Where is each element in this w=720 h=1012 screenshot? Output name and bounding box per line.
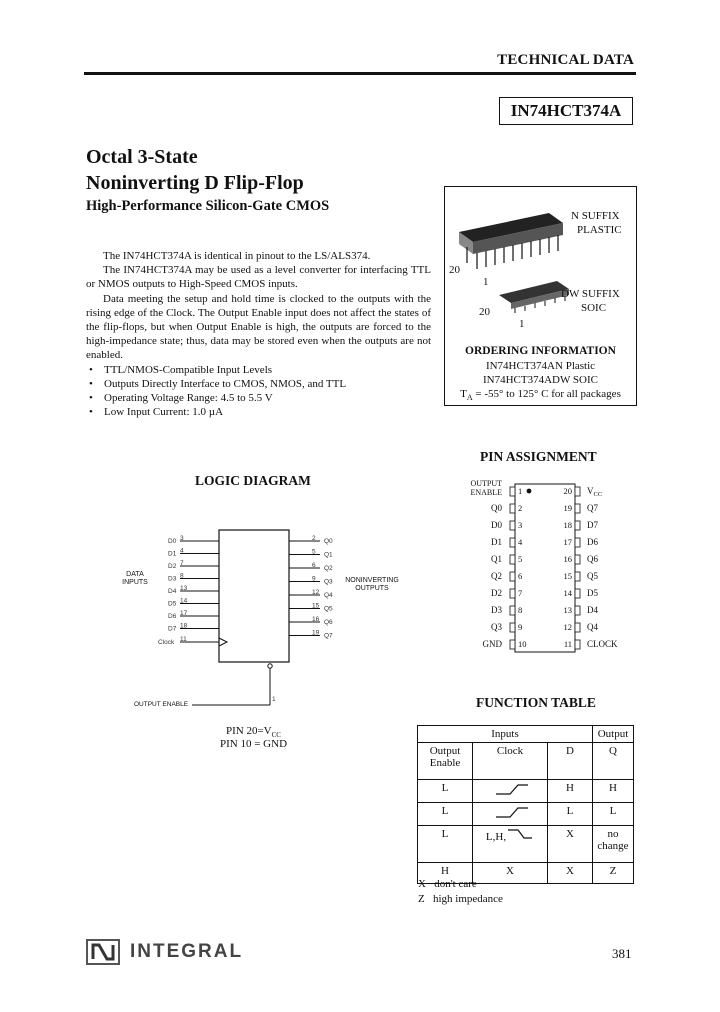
soic-pin20-label: 20: [479, 306, 490, 318]
data-inputs-label: DATA INPUTS: [122, 571, 148, 586]
pin-number: 5: [518, 554, 523, 564]
col-q: Q: [593, 743, 634, 780]
pin-label: Q3: [491, 622, 502, 632]
pin-label: D5: [587, 588, 598, 598]
oe-pin: 1: [272, 696, 276, 703]
output-name: Q4: [324, 592, 333, 599]
section-label: TECHNICAL DATA: [497, 52, 634, 68]
pin-label: D1: [491, 537, 502, 547]
pin-label: D0: [491, 520, 502, 530]
pin-label: D6: [587, 537, 598, 547]
pin-stub: [575, 538, 580, 547]
input-pin: 18: [180, 622, 188, 630]
inputs-header: Inputs: [418, 726, 593, 743]
output-name: Q5: [324, 605, 333, 613]
input-pin: 17: [180, 610, 188, 617]
table-row: L L,H, X no change: [418, 826, 634, 863]
pin-label: Q2: [491, 571, 502, 581]
pin-number: 10: [518, 639, 527, 649]
ordering-soic: IN74HCT374ADW SOIC: [483, 374, 598, 386]
dip-pin20-label: 20: [449, 264, 460, 276]
input-pin: 8: [180, 572, 184, 580]
pin-number: 19: [563, 503, 572, 513]
package-box: [444, 186, 637, 406]
function-table: [417, 725, 634, 884]
pin-number: 1: [518, 486, 523, 496]
pin-stub: [510, 589, 515, 598]
output-pin: 5: [312, 548, 316, 556]
input-name: D7: [168, 625, 177, 633]
output-name: Q1: [324, 551, 333, 559]
n-type: PLASTIC: [577, 224, 622, 236]
feature-item: • Operating Voltage Range: 4.5 to 5.5 V: [86, 391, 431, 405]
output-pin: 6: [312, 562, 316, 569]
pin-label-output-enable: [470, 479, 502, 497]
output-enable-label: OUTPUT ENABLE: [134, 701, 189, 708]
feature-item: • Outputs Directly Interface to CMOS, NMOS, and TTL: [86, 377, 431, 391]
pin-number: 7: [518, 588, 523, 598]
pin-label: CLOCK: [587, 639, 618, 649]
integral-logo-icon: [86, 939, 120, 965]
output-pin: 12: [312, 589, 320, 596]
pin-number: 13: [563, 605, 572, 615]
output-pin: 16: [312, 616, 320, 623]
pin-stub: [575, 555, 580, 564]
part-number: IN74HCT374A: [499, 97, 633, 125]
col-output-enable: Output Enable: [418, 743, 473, 780]
pin-label: Q6: [587, 554, 598, 564]
pin-number: 18: [563, 520, 572, 530]
pin-label: Q7: [587, 503, 598, 513]
description: [86, 249, 431, 419]
output-pin: 15: [312, 602, 320, 610]
output-name: Q6: [324, 619, 333, 626]
header-rule: [84, 72, 636, 75]
pin-stub: [510, 606, 515, 615]
logic-diagram-title: LOGIC DIAGRAM: [195, 473, 311, 488]
pin-number: 8: [518, 605, 523, 615]
pin-stub: [575, 589, 580, 598]
pin-number: 4: [518, 537, 523, 547]
pin-stub: [510, 555, 515, 564]
pin20-note: PIN $20=V_{CC}$: [226, 725, 281, 740]
falling-edge-icon: [506, 828, 534, 840]
pin-label: Q1: [491, 554, 502, 564]
dip-package-icon: [459, 213, 563, 269]
legend-z: Z high impedance: [418, 893, 503, 905]
logic-diagram: [120, 525, 410, 715]
pin-stub: [575, 521, 580, 530]
input-name: D4: [168, 588, 177, 595]
output-pin: 2: [312, 535, 316, 542]
table-row: H X X Z: [418, 863, 634, 884]
pin-stub: [510, 504, 515, 513]
pin-number: 16: [563, 554, 572, 564]
ordering-plastic: IN74HCT374AN Plastic: [485, 360, 596, 372]
table-header-row: [418, 726, 634, 743]
input-name: D0: [168, 538, 177, 545]
input-name: D3: [168, 575, 177, 583]
input-pin: 14: [180, 597, 188, 605]
ordering-title: ORDERING INFORMATION: [465, 345, 616, 357]
pin-number: 17: [563, 537, 572, 547]
dw-type: SOIC: [581, 302, 607, 314]
vcc-sub: CC: [593, 491, 603, 498]
pin-label-line: OUTPUT: [470, 479, 502, 488]
pin-number: 12: [563, 622, 572, 632]
function-table-title: FUNCTION TABLE: [476, 695, 596, 710]
input-pin: 3: [180, 535, 184, 542]
col-clock: Clock: [473, 743, 548, 780]
pin-label: Q5: [587, 571, 598, 581]
pin10-note: PIN 10 = GND: [220, 738, 288, 750]
description-p3: Data meeting the setup and hold time is clocked to the outputs with the rising edge of the Clock. The Output Enable input does not affect the states of the flip-flops, but when Output Enable is high, the outputs are forced to the high-impedance state; thus, data may be stored even when the outputs are not enabled.: [86, 292, 431, 362]
table-header-row: [418, 743, 634, 780]
description-p2: The IN74HCT374A may be used as a level converter for interfacing TTL or NMOS outputs to High-Speed CMOS inputs.: [86, 264, 431, 291]
pin-label: $V_{CC}$: [587, 486, 603, 498]
input-name: D6: [168, 613, 177, 620]
pin-stub: [510, 572, 515, 581]
pin-label-line: ENABLE: [470, 488, 502, 497]
pin-stub: [575, 606, 580, 615]
pin-stub: [510, 538, 515, 547]
pin-assignment-diagram: [420, 474, 640, 659]
col-d: D: [548, 743, 593, 780]
input-pin: 13: [180, 585, 188, 592]
pin-number: 20: [563, 486, 572, 496]
feature-item: • Low Input Current: 1.0 µA: [86, 405, 431, 419]
input-pin: 4: [180, 547, 184, 555]
clock-pin: 11: [180, 636, 187, 643]
noninverting-outputs-label: NONINVERTING OUTPUTS: [345, 577, 399, 592]
output-name: Q2: [324, 565, 333, 572]
page-number: 381: [612, 946, 632, 961]
output-name: Q7: [324, 632, 333, 640]
pin-number: 11: [563, 639, 572, 649]
pin-stub: [510, 521, 515, 530]
pin-stub: [510, 487, 515, 496]
description-p1: The IN74HCT374A is identical in pinout to the LS/ALS374.: [103, 250, 371, 262]
pin-number: 6: [518, 571, 523, 581]
pin-label: D7: [587, 520, 598, 530]
output-name: Q0: [324, 538, 333, 545]
soic-package-icon: [499, 281, 569, 313]
pin1-dot: [527, 489, 532, 494]
pin-label: D2: [491, 588, 502, 598]
pin-label: Q4: [587, 622, 598, 632]
pin-stub: [510, 623, 515, 632]
subtitle: High-Performance Silicon-Gate CMOS: [86, 198, 330, 214]
pin-number: 15: [563, 571, 572, 581]
title-line-2: Noninverting D Flip-Flop: [86, 172, 304, 194]
input-name: D2: [168, 563, 177, 570]
pin-stub: [575, 623, 580, 632]
legend-x: X don't care: [418, 878, 477, 890]
pin-stub: [575, 487, 580, 496]
pin-number: 9: [518, 622, 523, 632]
table-row: L H H: [418, 780, 634, 803]
temperature-range: $T_A = -55^\circ$ to 125° C for all packages: [460, 388, 621, 403]
title-line-1: Octal 3-State: [86, 146, 198, 168]
output-header: Output: [593, 726, 634, 743]
pin-label: D4: [587, 605, 598, 615]
pin-number: 2: [518, 503, 523, 513]
input-name: D5: [168, 600, 177, 608]
pin-stub: [575, 572, 580, 581]
clock-label: Clock: [158, 639, 175, 646]
input-name: D1: [168, 550, 177, 558]
pin-stub: [575, 504, 580, 513]
pin-number: 3: [518, 520, 523, 530]
soic-pin1-label: 1: [519, 318, 525, 330]
flip-flop-block: [219, 530, 289, 662]
rising-edge-icon: [473, 780, 548, 803]
pin-stub: [510, 640, 515, 649]
pin-assignment-title: PIN ASSIGNMENT: [480, 449, 597, 464]
pin-label: Q0: [491, 503, 502, 513]
output-pin: 19: [312, 629, 320, 637]
rising-edge-icon: [473, 803, 548, 826]
pin-label: GND: [482, 639, 502, 649]
pin-number: 14: [563, 588, 572, 598]
n-suffix: N SUFFIX: [571, 210, 620, 222]
dw-suffix: DW SUFFIX: [561, 288, 620, 300]
feature-list: [86, 363, 431, 420]
feature-item: • TTL/NMOS-Compatible Input Levels: [86, 363, 431, 377]
integral-logo-text: INTEGRAL: [130, 941, 244, 962]
dip-pin1-label: 1: [483, 276, 489, 288]
pin-label: D3: [491, 605, 502, 615]
input-pin: 7: [180, 560, 184, 567]
pin-stub: [575, 640, 580, 649]
table-row: L L L: [418, 803, 634, 826]
output-name: Q3: [324, 578, 333, 586]
output-pin: 9: [312, 575, 316, 583]
